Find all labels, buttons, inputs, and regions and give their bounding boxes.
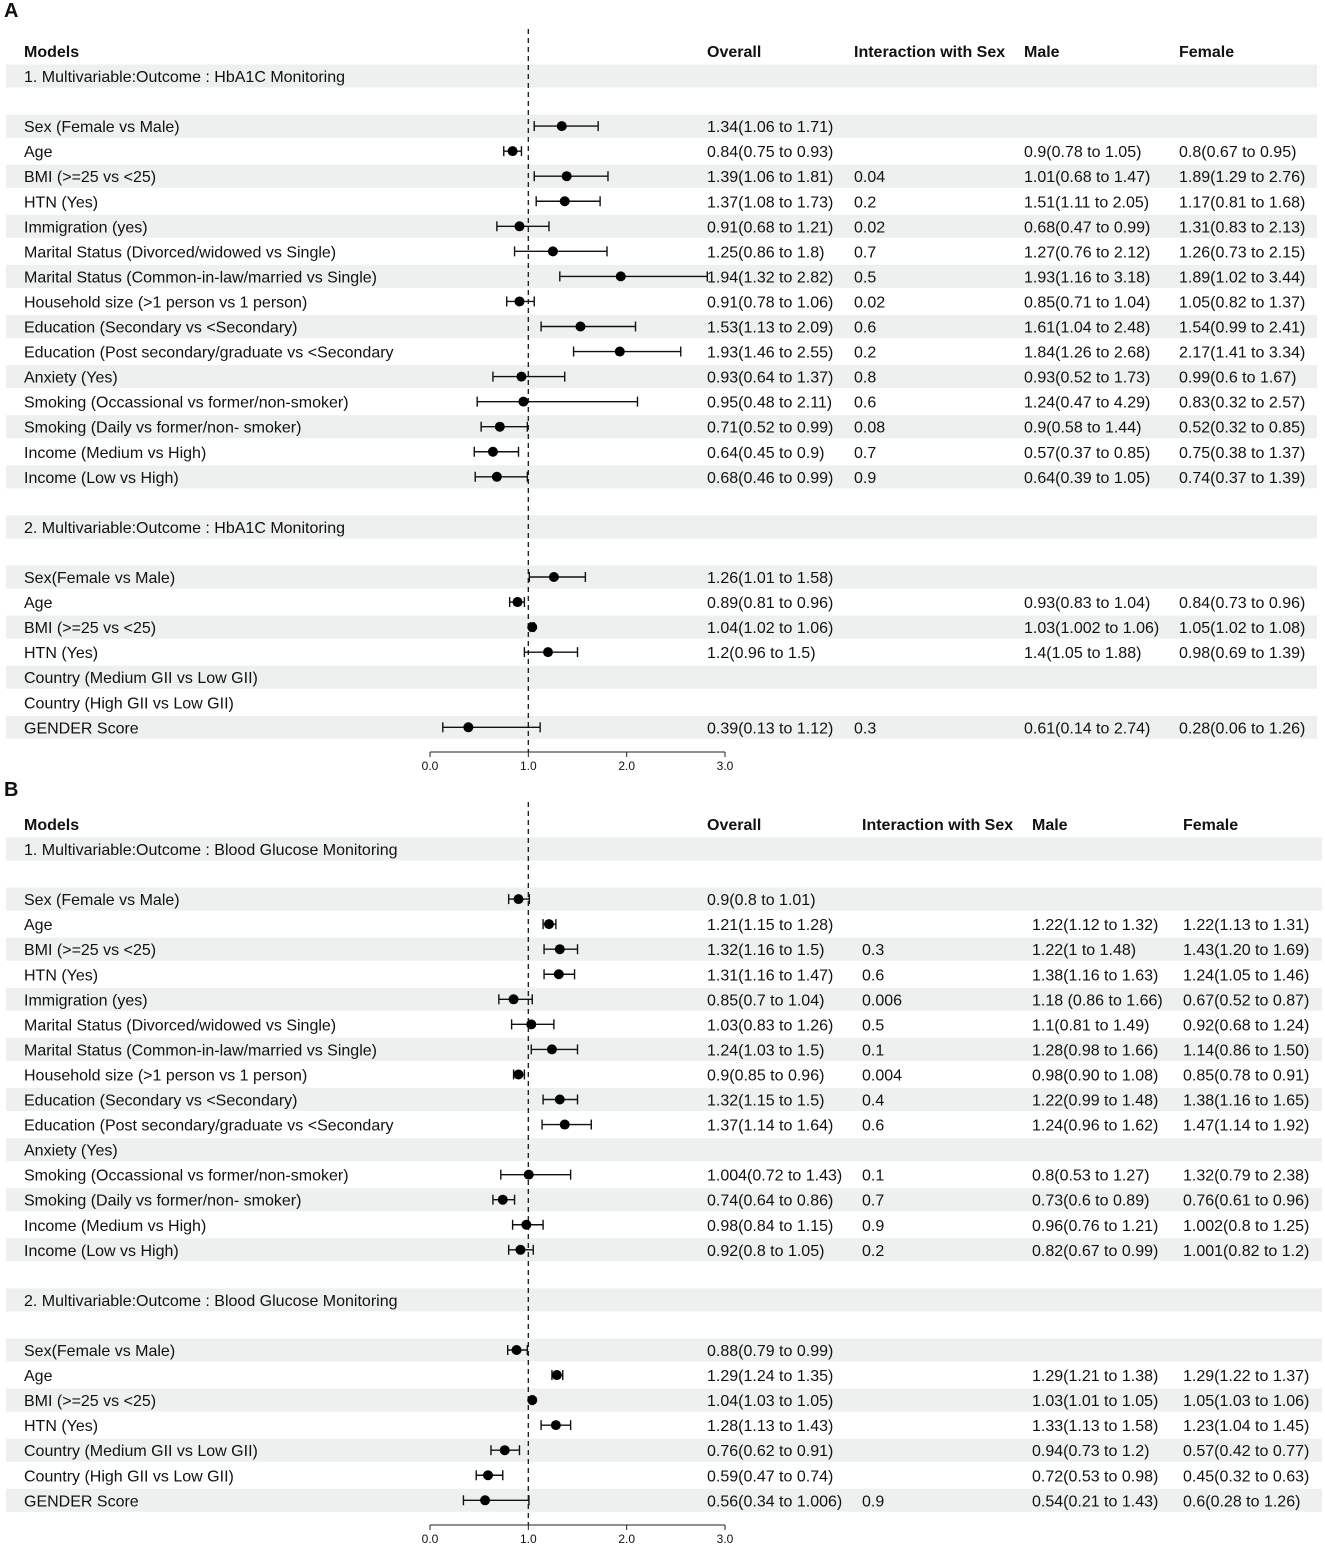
point-estimate <box>492 472 502 482</box>
row-label: Marital Status (Divorced/widowed vs Single) <box>24 1017 337 1035</box>
overall-value: 0.64(0.45 to 0.9) <box>707 444 825 462</box>
female-value: 0.83(0.32 to 2.57) <box>1179 394 1306 412</box>
female-value: 1.24(1.05 to 1.46) <box>1183 967 1310 985</box>
overall-value: 1.39(1.06 to 1.81) <box>707 169 834 187</box>
male-value: 0.98(0.90 to 1.08) <box>1032 1067 1159 1085</box>
overall-value: 0.76(0.62 to 0.91) <box>707 1443 834 1461</box>
point-estimate <box>513 597 523 607</box>
male-value: 0.96(0.76 to 1.21) <box>1032 1217 1159 1235</box>
point-estimate <box>527 622 537 632</box>
interaction-value: 0.04 <box>854 169 886 187</box>
column-header: Female <box>1179 44 1235 61</box>
panel-label: B <box>4 779 19 801</box>
point-estimate <box>562 171 572 181</box>
row-label: Smoking (Occassional vs former/non-smoker) <box>24 394 349 412</box>
point-estimate <box>547 1044 557 1054</box>
row-label: Immigration (yes) <box>24 219 148 237</box>
female-value: 1.31(0.83 to 2.13) <box>1179 219 1306 237</box>
row-label: Age <box>24 144 53 162</box>
row-label: Education (Post secondary/graduate vs <Secondary <box>24 1117 394 1135</box>
male-value: 0.9(0.78 to 1.05) <box>1024 144 1142 162</box>
interaction-value: 0.2 <box>862 1242 885 1260</box>
interaction-value: 0.3 <box>862 942 885 960</box>
interaction-value: 0.02 <box>854 294 886 312</box>
interaction-value: 0.6 <box>854 319 877 337</box>
female-value: 0.8(0.67 to 0.95) <box>1179 144 1297 162</box>
female-value: 0.74(0.37 to 1.39) <box>1179 469 1306 487</box>
row-label: Sex (Female vs Male) <box>24 119 180 137</box>
male-value: 1.22(1.12 to 1.32) <box>1032 917 1159 935</box>
female-value: 1.001(0.82 to 1.2) <box>1183 1242 1310 1260</box>
male-value: 0.61(0.14 to 2.74) <box>1024 720 1151 738</box>
interaction-value: 0.5 <box>862 1017 885 1035</box>
row-label: Age <box>24 1368 53 1386</box>
female-value: 1.47(1.14 to 1.92) <box>1183 1117 1310 1135</box>
point-estimate <box>498 1195 508 1205</box>
male-value: 1.24(0.47 to 4.29) <box>1024 394 1151 412</box>
row-band <box>6 888 1322 911</box>
row-label: BMI (>=25 vs <25) <box>24 620 157 638</box>
point-estimate <box>508 146 518 156</box>
interaction-value: 0.7 <box>854 244 877 262</box>
male-value: 0.54(0.21 to 1.43) <box>1032 1493 1159 1511</box>
x-tick-label: 1.0 <box>519 759 537 773</box>
female-value: 0.75(0.38 to 1.37) <box>1179 444 1306 462</box>
x-tick-label: 0.0 <box>421 759 439 773</box>
interaction-value: 0.2 <box>854 344 877 362</box>
point-estimate <box>515 1245 525 1255</box>
male-value: 1.03(1.01 to 1.05) <box>1032 1393 1159 1411</box>
interaction-value: 0.6 <box>862 967 885 985</box>
male-value: 0.94(0.73 to 1.2) <box>1032 1443 1150 1461</box>
female-value: 0.52(0.32 to 0.85) <box>1179 419 1306 437</box>
point-estimate <box>555 944 565 954</box>
overall-value: 0.74(0.64 to 0.86) <box>707 1192 834 1210</box>
interaction-value: 0.9 <box>862 1493 885 1511</box>
row-label: Education (Secondary vs <Secondary) <box>24 319 298 337</box>
male-value: 0.93(0.52 to 1.73) <box>1024 369 1151 387</box>
point-estimate <box>560 1120 570 1130</box>
male-value: 1.22(0.99 to 1.48) <box>1032 1092 1159 1110</box>
female-value: 1.29(1.22 to 1.37) <box>1183 1368 1310 1386</box>
overall-value: 1.24(1.03 to 1.5) <box>707 1042 825 1060</box>
interaction-value: 0.9 <box>862 1217 885 1235</box>
overall-value: 0.68(0.46 to 0.99) <box>707 469 834 487</box>
overall-value: 1.21(1.15 to 1.28) <box>707 917 834 935</box>
interaction-value: 0.5 <box>854 269 877 287</box>
section-label: 1. Multivariable:Outcome : Blood Glucose Monitoring <box>24 842 398 859</box>
overall-value: 1.34(1.06 to 1.71) <box>707 119 834 137</box>
female-value: 1.17(0.81 to 1.68) <box>1179 194 1306 212</box>
row-label: HTN (Yes) <box>24 194 99 212</box>
female-value: 1.05(0.82 to 1.37) <box>1179 294 1306 312</box>
overall-value: 1.37(1.08 to 1.73) <box>707 194 834 212</box>
female-value: 1.23(1.04 to 1.45) <box>1183 1418 1310 1436</box>
column-header: Models <box>24 44 80 61</box>
overall-value: 1.04(1.03 to 1.05) <box>707 1393 834 1411</box>
point-estimate <box>521 1220 531 1230</box>
row-label: GENDER Score <box>24 720 139 738</box>
point-estimate <box>495 422 505 432</box>
column-header: Male <box>1032 817 1068 834</box>
female-value: 1.22(1.13 to 1.31) <box>1183 917 1310 935</box>
male-value: 1.22(1 to 1.48) <box>1032 942 1137 960</box>
female-value: 0.6(0.28 to 1.26) <box>1183 1493 1301 1511</box>
x-tick-label: 2.0 <box>618 1532 636 1545</box>
interaction-value: 0.1 <box>862 1167 885 1185</box>
point-estimate <box>616 271 626 281</box>
overall-value: 1.26(1.01 to 1.58) <box>707 570 834 587</box>
point-estimate <box>463 722 473 732</box>
overall-value: 0.92(0.8 to 1.05) <box>707 1242 825 1260</box>
point-estimate <box>514 296 524 306</box>
point-estimate <box>560 196 570 206</box>
interaction-value: 0.004 <box>862 1067 903 1085</box>
male-value: 1.38(1.16 to 1.63) <box>1032 967 1159 985</box>
point-estimate <box>557 121 567 131</box>
row-label: BMI (>=25 vs <25) <box>24 942 157 960</box>
row-label: Household size (>1 person vs 1 person) <box>24 294 308 312</box>
overall-value: 0.91(0.68 to 1.21) <box>707 219 834 237</box>
row-label: Marital Status (Common-in-law/married vs Single) <box>24 1042 377 1060</box>
overall-value: 0.93(0.64 to 1.37) <box>707 369 834 387</box>
male-value: 1.33(1.13 to 1.58) <box>1032 1418 1159 1436</box>
overall-value: 1.32(1.16 to 1.5) <box>707 942 825 960</box>
male-value: 0.64(0.39 to 1.05) <box>1024 469 1151 487</box>
point-estimate <box>488 447 498 457</box>
interaction-value: 0.8 <box>854 369 877 387</box>
female-value: 1.26(0.73 to 2.15) <box>1179 244 1306 262</box>
male-value: 1.01(0.68 to 1.47) <box>1024 169 1151 187</box>
overall-value: 1.93(1.46 to 2.55) <box>707 344 834 362</box>
female-value: 0.28(0.06 to 1.26) <box>1179 720 1306 738</box>
column-header: Female <box>1183 817 1239 834</box>
row-label: Smoking (Daily vs former/non- smoker) <box>24 419 302 437</box>
section-label: 2. Multivariable:Outcome : Blood Glucose Monitoring <box>24 1292 398 1310</box>
forest-plot-b <box>0 775 1325 1545</box>
female-value: 0.67(0.52 to 0.87) <box>1183 992 1310 1010</box>
interaction-value: 0.7 <box>854 444 877 462</box>
female-value: 1.05(1.02 to 1.08) <box>1179 620 1306 638</box>
x-tick-label: 0.0 <box>421 1532 439 1545</box>
overall-value: 0.89(0.81 to 0.96) <box>707 595 834 613</box>
overall-value: 1.04(1.02 to 1.06) <box>707 620 834 638</box>
male-value: 1.27(0.76 to 2.12) <box>1024 244 1151 262</box>
interaction-value: 0.4 <box>862 1092 885 1110</box>
point-estimate <box>483 1470 493 1480</box>
row-label: Country (High GII vs Low GII) <box>24 695 234 713</box>
overall-value: 0.98(0.84 to 1.15) <box>707 1217 834 1235</box>
male-value: 0.8(0.53 to 1.27) <box>1032 1167 1150 1185</box>
male-value: 1.93(1.16 to 3.18) <box>1024 269 1151 287</box>
row-label: Age <box>24 917 53 935</box>
row-label: Income (Low vs High) <box>24 1242 179 1260</box>
column-header: Male <box>1024 44 1060 61</box>
column-header: Overall <box>707 817 762 834</box>
overall-value: 0.9(0.85 to 0.96) <box>707 1067 825 1085</box>
interaction-value: 0.006 <box>862 992 903 1010</box>
male-value: 0.82(0.67 to 0.99) <box>1032 1242 1159 1260</box>
female-value: 0.92(0.68 to 1.24) <box>1183 1017 1310 1035</box>
row-label: GENDER Score <box>24 1493 139 1511</box>
row-band <box>6 115 1317 138</box>
overall-value: 1.28(1.13 to 1.43) <box>707 1418 834 1436</box>
section-label: 1. Multivariable:Outcome : HbA1C Monitoring <box>24 69 346 86</box>
point-estimate <box>527 1395 537 1405</box>
male-value: 1.18 (0.86 to 1.66) <box>1032 992 1163 1010</box>
female-value: 1.14(0.86 to 1.50) <box>1183 1042 1310 1060</box>
male-value: 0.72(0.53 to 0.98) <box>1032 1468 1159 1486</box>
female-value: 1.32(0.79 to 2.38) <box>1183 1167 1310 1185</box>
overall-value: 1.94(1.32 to 2.82) <box>707 269 834 287</box>
column-header: Overall <box>707 44 762 61</box>
interaction-value: 0.9 <box>854 469 877 487</box>
overall-value: 1.53(1.13 to 2.09) <box>707 319 834 337</box>
overall-value: 0.88(0.79 to 0.99) <box>707 1343 834 1360</box>
point-estimate <box>575 322 585 332</box>
point-estimate <box>514 221 524 231</box>
panel-label: A <box>4 0 19 22</box>
row-label: Sex(Female vs Male) <box>24 1343 176 1360</box>
row-label: Smoking (Occassional vs former/non-smoker) <box>24 1167 349 1185</box>
overall-value: 0.71(0.52 to 0.99) <box>707 419 834 437</box>
point-estimate <box>552 1370 562 1380</box>
row-label: BMI (>=25 vs <25) <box>24 169 157 187</box>
point-estimate <box>544 919 554 929</box>
interaction-value: 0.7 <box>862 1192 885 1210</box>
male-value: 1.24(0.96 to 1.62) <box>1032 1117 1159 1135</box>
female-value: 0.85(0.78 to 0.91) <box>1183 1067 1310 1085</box>
point-estimate <box>480 1495 490 1505</box>
overall-value: 1.25(0.86 to 1.8) <box>707 244 825 262</box>
female-value: 0.45(0.32 to 0.63) <box>1183 1468 1310 1486</box>
female-value: 1.43(1.20 to 1.69) <box>1183 942 1310 960</box>
male-value: 1.51(1.11 to 2.05) <box>1024 194 1150 212</box>
overall-value: 0.39(0.13 to 1.12) <box>707 720 834 738</box>
female-value: 1.05(1.03 to 1.06) <box>1183 1393 1310 1411</box>
point-estimate <box>516 372 526 382</box>
interaction-value: 0.08 <box>854 419 886 437</box>
row-label: Country (Medium GII vs Low GII) <box>24 1443 258 1461</box>
row-label: Immigration (yes) <box>24 992 148 1010</box>
female-value: 0.57(0.42 to 0.77) <box>1183 1443 1310 1461</box>
column-header: Models <box>24 817 80 834</box>
interaction-value: 0.6 <box>854 394 877 412</box>
overall-value: 0.91(0.78 to 1.06) <box>707 294 834 312</box>
row-label: Country (Medium GII vs Low GII) <box>24 670 258 688</box>
male-value: 1.61(1.04 to 2.48) <box>1024 319 1151 337</box>
overall-value: 1.03(0.83 to 1.26) <box>707 1017 834 1035</box>
female-value: 0.98(0.69 to 1.39) <box>1179 645 1306 663</box>
point-estimate <box>615 347 625 357</box>
overall-value: 1.2(0.96 to 1.5) <box>707 645 816 663</box>
female-value: 1.54(0.99 to 2.41) <box>1179 319 1306 337</box>
interaction-value: 0.2 <box>854 194 877 212</box>
male-value: 0.9(0.58 to 1.44) <box>1024 419 1142 437</box>
female-value: 1.38(1.16 to 1.65) <box>1183 1092 1310 1110</box>
row-label: Smoking (Daily vs former/non- smoker) <box>24 1192 302 1210</box>
male-value: 1.03(1.002 to 1.06) <box>1024 620 1160 638</box>
overall-value: 1.29(1.24 to 1.35) <box>707 1368 834 1386</box>
row-label: Household size (>1 person vs 1 person) <box>24 1067 308 1085</box>
overall-value: 0.9(0.8 to 1.01) <box>707 892 816 910</box>
point-estimate <box>509 994 519 1004</box>
point-estimate <box>514 1069 524 1079</box>
male-value: 1.84(1.26 to 2.68) <box>1024 344 1151 362</box>
row-label: Anxiety (Yes) <box>24 369 118 387</box>
female-value: 1.89(1.29 to 2.76) <box>1179 169 1306 187</box>
point-estimate <box>514 894 524 904</box>
overall-value: 0.59(0.47 to 0.74) <box>707 1468 834 1486</box>
point-estimate <box>554 969 564 979</box>
panel-b <box>0 775 1325 1545</box>
male-value: 0.57(0.37 to 0.85) <box>1024 444 1151 462</box>
overall-value: 0.85(0.7 to 1.04) <box>707 992 825 1010</box>
point-estimate <box>548 246 558 256</box>
column-header: Interaction with Sex <box>854 44 1006 61</box>
overall-value: 0.95(0.48 to 2.11) <box>707 394 833 412</box>
row-band <box>6 1138 1322 1161</box>
overall-value: 0.84(0.75 to 0.93) <box>707 144 834 162</box>
point-estimate <box>518 397 528 407</box>
point-estimate <box>543 647 553 657</box>
female-value: 1.002(0.8 to 1.25) <box>1183 1217 1310 1235</box>
point-estimate <box>555 1095 565 1105</box>
point-estimate <box>500 1445 510 1455</box>
female-value: 0.99(0.6 to 1.67) <box>1179 369 1297 387</box>
row-label: Sex (Female vs Male) <box>24 892 180 910</box>
row-label: Education (Post secondary/graduate vs <Secondary <box>24 344 394 362</box>
overall-value: 1.31(1.16 to 1.47) <box>707 967 834 985</box>
female-value: 2.17(1.41 to 3.34) <box>1179 344 1306 362</box>
interaction-value: 0.02 <box>854 219 886 237</box>
row-label: Income (Medium vs High) <box>24 1217 207 1235</box>
point-estimate <box>549 572 559 582</box>
male-value: 0.73(0.6 to 0.89) <box>1032 1192 1150 1210</box>
point-estimate <box>512 1345 522 1355</box>
interaction-value: 0.1 <box>862 1042 885 1060</box>
x-tick-label: 2.0 <box>618 759 636 773</box>
row-band <box>6 565 1317 588</box>
interaction-value: 0.6 <box>862 1117 885 1135</box>
interaction-value: 0.3 <box>854 720 877 738</box>
column-header: Interaction with Sex <box>862 817 1014 834</box>
row-label: Country (High GII vs Low GII) <box>24 1468 234 1486</box>
row-label: HTN (Yes) <box>24 967 99 985</box>
row-band <box>6 1338 1322 1361</box>
x-tick-label: 3.0 <box>716 759 734 773</box>
overall-value: 1.004(0.72 to 1.43) <box>707 1167 843 1185</box>
row-label: Anxiety (Yes) <box>24 1142 118 1160</box>
male-value: 1.29(1.21 to 1.38) <box>1032 1368 1159 1386</box>
male-value: 0.85(0.71 to 1.04) <box>1024 294 1151 312</box>
row-label: Age <box>24 595 53 613</box>
point-estimate <box>551 1420 561 1430</box>
male-value: 1.28(0.98 to 1.66) <box>1032 1042 1159 1060</box>
male-value: 0.93(0.83 to 1.04) <box>1024 595 1151 613</box>
x-tick-label: 3.0 <box>716 1532 734 1545</box>
point-estimate <box>526 1019 536 1029</box>
row-label: Education (Secondary vs <Secondary) <box>24 1092 298 1110</box>
overall-value: 1.32(1.15 to 1.5) <box>707 1092 825 1110</box>
row-label: Income (Medium vs High) <box>24 444 207 462</box>
section-label: 2. Multivariable:Outcome : HbA1C Monitoring <box>24 519 346 537</box>
point-estimate <box>524 1170 534 1180</box>
row-label: Sex(Female vs Male) <box>24 570 176 587</box>
male-value: 0.68(0.47 to 0.99) <box>1024 219 1151 237</box>
row-label: Marital Status (Common-in-law/married vs Single) <box>24 269 377 287</box>
female-value: 0.76(0.61 to 0.96) <box>1183 1192 1310 1210</box>
row-label: BMI (>=25 vs <25) <box>24 1393 157 1411</box>
row-label: Marital Status (Divorced/widowed vs Single) <box>24 244 337 262</box>
female-value: 0.84(0.73 to 0.96) <box>1179 595 1306 613</box>
row-label: HTN (Yes) <box>24 645 99 663</box>
female-value: 1.89(1.02 to 3.44) <box>1179 269 1306 287</box>
row-label: HTN (Yes) <box>24 1418 99 1436</box>
overall-value: 1.37(1.14 to 1.64) <box>707 1117 834 1135</box>
male-value: 1.1(0.81 to 1.49) <box>1032 1017 1150 1035</box>
row-label: Income (Low vs High) <box>24 469 179 487</box>
x-tick-label: 1.0 <box>519 1532 537 1545</box>
overall-value: 0.56(0.34 to 1.006) <box>707 1493 843 1511</box>
male-value: 1.4(1.05 to 1.88) <box>1024 645 1142 663</box>
